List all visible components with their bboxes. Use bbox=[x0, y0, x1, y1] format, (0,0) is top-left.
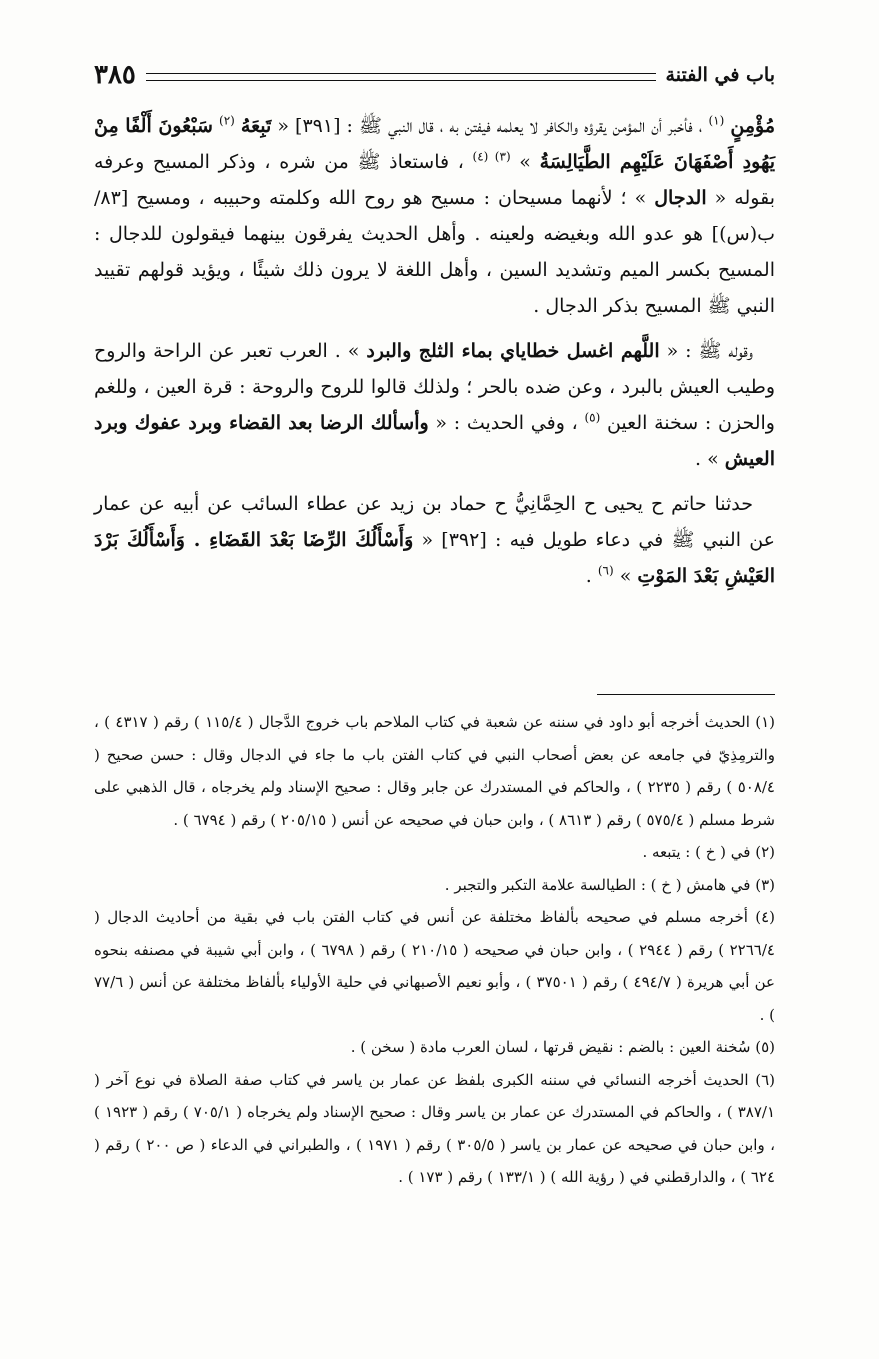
footnote-marker: (٢) bbox=[219, 113, 235, 128]
footnote: (١) الحديث أخرجه أبو داود في سننه عن شعبة في كتاب الملاحم باب خروج الدَّجال ( ١١٥/٤ ) رقم ( ٤٣١٧ ) ، والترمِذِيّ في جامعه عن بعض أصحاب النبي في كتاب الفتن باب ما جاء في الدجال وقال : حسن صحيح ( ٥٠٨/٤ ) رقم ( ٢٢٣٥ ) ، والحاكم في المستدرك عن جابر وقال : صحيح الإسناد ولم يخرجاه ، قال الذهبي على شرط مسلم ( ٥٧٥/٤ ) رقم ( ٨٦١٣ ) ، وابن حبان في صحيحه عن أنس ( ٢٠٥/١٥ ) رقم ( ٦٧٩٤ ) . bbox=[94, 713, 775, 829]
text-run: » bbox=[613, 565, 638, 587]
text-run: » ؛ لأنهما مسيحان : مسيح هو روح الله وكلمته وحبيبه ، ومسيح [٨٣/ب(س)] هو عدو الله وبغيضه ولعينه . وأهل الحديث يفرقون بينهما فيقولون للدجال : المسيح بكسر الميم وتشديد السين ، وأهل اللغة لا يرون ذلك شيئًا ، ويؤيد قولهم تقييد النبي ﷺ المسيح بذكر الدجال . bbox=[94, 187, 775, 317]
text-run: حدثنا حاتم ح يحيى ح الحِمَّانِيُّ ح حماد بن زيد عن عطاء السائب عن أبيه عن عمار عن النبي ﷺ في دعاء طويل فيه : [٣٩٢] « bbox=[94, 493, 775, 551]
paragraph bbox=[94, 486, 775, 594]
footnote-marker: (٥) bbox=[584, 410, 601, 425]
header-rule bbox=[146, 73, 656, 81]
footnote-marker: (٣) (٤) bbox=[472, 149, 511, 164]
quoted-text: اللَّهم اغسل خطاياي بماء الثلج والبرد bbox=[366, 340, 660, 362]
footnote: (٢) في ( خ ) : يتبعه . bbox=[642, 843, 775, 861]
text-run: . bbox=[585, 565, 598, 587]
footnote: (٣) في هامش ( خ ) : الطيالسة علامة التكبر والتجبر . bbox=[444, 875, 775, 894]
footnote: (٦) الحديث أخرجه النسائي في سننه الكبرى بلفظ عن عمار بن ياسر في كتاب صفة الصلاة في نوع آخر ( ٣٨٧/١ ) ، والحاكم في المستدرك عن عمار بن ياسر وقال : صحيح الإسناد ولم يخرجاه ( ٧٠٥/١ ) رقم ( ١٩٢٣ ) ، وابن حبان في صحيحه عن عمار بن ياسر ( ٣٠٥/٥ ) رقم ( ١٩٧١ ) ، والطبراني في الدعاء ( ص ٢٠٠ ) رقم ( ٦٢٤ ) ، والدارقطني في ( رؤية الله ) ( ١٣٣/١ ) رقم ( ١٧٣ ) . bbox=[94, 1070, 775, 1186]
footnote-separator bbox=[597, 694, 775, 695]
quoted-text: وَأَسْأَلُكَ الرِّضَا بَعْدَ القَضَاءِ . وَأَسْأَلُكَ بَرْدَ العَيْشِ بَعْدَ المَوْتِ bbox=[94, 529, 775, 587]
page-number: ٣٨٥ bbox=[94, 60, 136, 90]
paragraph bbox=[94, 333, 775, 477]
quoted-text: سَبْعُونَ أَلْفًا مِنْ يَهُودِ أَصْفَهَانَ عَلَيْهِم الطَّيَالِسَةُ bbox=[94, 115, 775, 173]
chapter-title: باب في الفتنة bbox=[665, 64, 775, 86]
main-text bbox=[94, 108, 775, 603]
text-run: » . العرب تعبر عن الراحة والروح وطيب العيش بالبرد ، وعن ضده بالحر ؛ ولذلك قالوا للروح والروحة : قرة العين ، وللغم والحزن : سخنة العين bbox=[94, 340, 775, 434]
paragraph bbox=[94, 108, 775, 324]
footnote-marker: (٦) bbox=[597, 563, 614, 578]
quoted-text: وأسألك الرضا بعد القضاء وبرد عفوك وبرد العيش bbox=[94, 412, 775, 470]
text-run: » . bbox=[695, 448, 725, 470]
footnote: (٥) سُخنة العين : بالضم : نقيض قرتها ، لسان العرب مادة ( سخن ) . bbox=[350, 1038, 775, 1056]
footnotes bbox=[94, 706, 775, 1194]
footnote-marker: (١) bbox=[708, 113, 725, 128]
page-header bbox=[94, 58, 775, 92]
quoted-text: الدجال bbox=[654, 187, 707, 209]
quoted-text: مُؤْمِنٍ bbox=[730, 115, 775, 137]
footnote: (٤) أخرجه مسلم في صحيحه بألفاظ مختلفة عن أنس في كتاب الفتن باب في بقية من أحاديث الدجال ( ٢٢٦٦/٤ ) رقم ( ٢٩٤٤ ) ، وابن حبان في صحيحه ( ٢١٠/١٥ ) رقم ( ٦٧٩٨ ) ، وابن أبي شيبة في مصنفه بنحوه عن أبي هريرة ( ٤٩٤/٧ ) رقم ( ٣٧٥٠١ ) ، وأبو نعيم الأصبهاني في حلية الأولياء بألفاظ مختلفة عن أنس ( ٧٧/٦ ) . bbox=[94, 908, 775, 1024]
text-run: ، فاستعاذ ﷺ من شره ، وذكر المسيح وعرفه بقوله « bbox=[94, 151, 775, 209]
text-run: وقوله ﷺ : « bbox=[659, 340, 753, 362]
text-run: ، وفي الحديث : « bbox=[428, 412, 585, 434]
text-run: ، فأخبر أن المؤمن يقرؤه والكافر لا يعلمه فيفتن به ، قال النبي ﷺ : [٣٩١] « bbox=[271, 115, 709, 137]
quoted-text: تَبِعَهُ bbox=[240, 115, 272, 137]
text-run: » bbox=[510, 151, 540, 173]
